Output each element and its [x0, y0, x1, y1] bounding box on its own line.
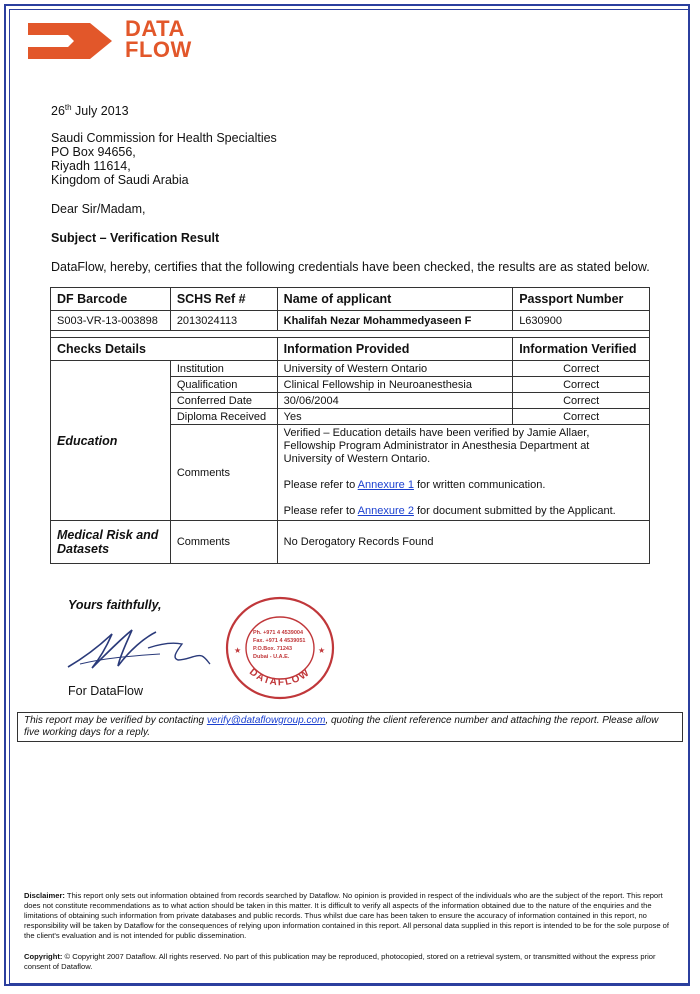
address-line-1: Saudi Commission for Health Specialties	[51, 131, 277, 145]
stamp-ring-text: DATAFLOW	[247, 666, 313, 689]
header-df-barcode: DF Barcode	[51, 288, 171, 311]
verification-table	[50, 287, 650, 564]
cell-passport-number: L630900	[513, 311, 650, 331]
header-applicant-name: Name of applicant	[277, 288, 513, 311]
check-verified: Correct	[513, 409, 650, 425]
check-verified: Correct	[513, 393, 650, 409]
check-verified: Correct	[513, 377, 650, 393]
medical-risk-label: Medical Risk and Datasets	[51, 521, 171, 564]
cell-applicant-name: Khalifah Nezar Mohammedyaseen F	[277, 311, 513, 331]
svg-text:★: ★	[234, 646, 242, 655]
cell-schs-ref: 2013024113	[170, 311, 277, 331]
check-value: University of Western Ontario	[277, 361, 513, 377]
annexure-1-link[interactable]: Annexure 1	[357, 479, 414, 491]
check-label: Diploma Received	[170, 409, 277, 425]
comment-line-2: Fellowship Program Administrator in Anesthesia Department at	[283, 440, 590, 452]
verify-email-link[interactable]: verify@dataflowgroup.com	[206, 715, 326, 726]
address-line-3: Riyadh 11614,	[51, 159, 131, 173]
check-label: Institution	[170, 361, 277, 377]
check-verified: Correct	[513, 361, 650, 377]
greeting: Dear Sir/Madam,	[51, 202, 146, 216]
comment-line-1: Verified – Education details have been verified by Jamie Allaer,	[283, 427, 590, 439]
header-information-verified: Information Verified	[513, 338, 650, 361]
refer-annexure-2: Please refer to Annexure 2 for document submitted by the Applicant.	[283, 505, 616, 517]
table-header-row	[51, 288, 650, 311]
stamp-contact-details: Ph. +971 4 4539004 Fax. +971 4 4539051 P.O.Box. 71243 Dubai - U.A.E.	[253, 630, 306, 660]
verification-note: This report may be verified by contacting verify@dataflowgroup.com, quoting the client reference number and attaching the report. Please allow five working days for a reply.	[17, 712, 683, 742]
refer-annexure-1: Please refer to Annexure 1 for written communication.	[283, 479, 546, 491]
check-value: 30/06/2004	[277, 393, 513, 409]
svg-text:DATAFLOW	[247, 667, 312, 689]
table-row	[51, 311, 650, 331]
medical-comments-label: Comments	[170, 521, 277, 564]
address-line-4: Kingdom of Saudi Arabia	[51, 173, 189, 187]
comment-line-3: University of Western Ontario.	[283, 453, 431, 465]
header-information-provided: Information Provided	[277, 338, 513, 361]
comments-label: Comments	[170, 425, 277, 521]
header-passport-number: Passport Number	[513, 288, 650, 311]
checks-header-row	[51, 338, 650, 361]
header-schs-ref: SCHS Ref #	[170, 288, 277, 311]
logo-wordmark: DATA FLOW	[125, 16, 192, 62]
check-value: Yes	[277, 409, 513, 425]
for-dataflow: For DataFlow	[68, 684, 144, 698]
annexure-2-link[interactable]: Annexure 2	[357, 505, 414, 517]
check-label: Qualification	[170, 377, 277, 393]
closing-yours-faithfully: Yours faithfully,	[68, 598, 162, 612]
copyright-paragraph: Copyright: © Copyright 2007 Dataflow. All rights reserved. No part of this publication may be reproduced, photocopied, stored on a retrieval system, or transmitted without the express prior consent of Dataflow.	[24, 952, 656, 971]
comments-cell	[277, 425, 649, 521]
check-value: Clinical Fellowship in Neuroanesthesia	[277, 377, 513, 393]
table-spacer-row	[51, 331, 650, 338]
education-row-institution	[51, 361, 650, 377]
education-label: Education	[51, 361, 171, 521]
subject-line: Subject – Verification Result	[51, 231, 220, 245]
dataflow-logo	[28, 17, 218, 65]
medical-risk-row	[51, 521, 650, 564]
medical-risk-value: No Derogatory Records Found	[277, 521, 649, 564]
check-label: Conferred Date	[170, 393, 277, 409]
disclaimer-paragraph: Disclaimer: This report only sets out information obtained from records searched by Dataflow. No opinion is provided in respect of the individuals who are the subject of the report. This report does not constitute recommendations as to what action should be taken in this matter. It is difficult to verify all aspects of the information obtained due to the nature of the enquiries and the limitations of obtaining such information from private databases and public records. Thus whilst due care has been taken to ensure the accuracy of information contained in this report, no responsibility will be taken by Dataflow for the consequences of relying upon information contained in this report. All personal data supplied in this report is intended to be for the sole purpose of the client's evaluation and is not intended for public dissemination.	[24, 891, 670, 940]
cell-df-barcode: S003-VR-13-003898	[51, 311, 171, 331]
address-line-2: PO Box 94656,	[51, 145, 136, 159]
svg-text:★: ★	[318, 646, 326, 655]
header-checks-details: Checks Details	[51, 338, 278, 361]
signature-image	[60, 620, 220, 675]
intro-paragraph: DataFlow, hereby, certifies that the following credentials have been checked, the results are as stated below.	[51, 260, 650, 274]
logo-arrow-icon	[28, 17, 123, 65]
letter-date: 26th July 2013	[51, 103, 129, 119]
